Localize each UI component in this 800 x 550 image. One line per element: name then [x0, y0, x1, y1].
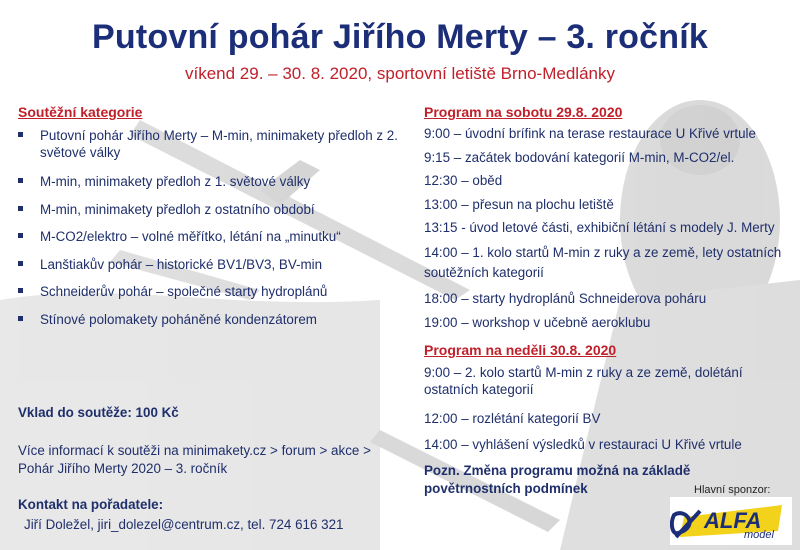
categories-heading: Soutěžní kategorie	[18, 104, 143, 120]
category-label: Schneiderův pohár – společné starty hydroplánů	[40, 284, 328, 299]
program-row: 18:00 – starty hydroplánů Schneiderova poháru	[424, 291, 707, 306]
program-row: 13:00 – přesun na plochu letiště	[424, 196, 614, 212]
alfa-model-logo	[670, 497, 792, 545]
bullet-icon	[18, 206, 23, 211]
program-note: Pozn. Změna programu možná na základě povětrnostních podmínek	[424, 463, 691, 496]
program-row: 14:00 – 1. kolo startů M-min z ruky a ze země, lety ostatních soutěžních kategorií	[424, 244, 782, 280]
list-item	[18, 256, 398, 273]
event-subtitle: víkend 29. – 30. 8. 2020, sportovní letiště Brno-Medlánky	[185, 64, 615, 83]
program-row: 12:00 – rozlétání kategorií BV	[424, 411, 601, 426]
list-item	[18, 283, 398, 300]
bullet-icon	[18, 178, 23, 183]
list-item	[18, 311, 398, 328]
program-row: 9:00 – 2. kolo startů M-min z ruky a ze země, dolétání ostatních kategorií	[424, 365, 743, 397]
sunday-heading: Program na neděli 30.8. 2020	[424, 342, 617, 358]
sunday-program	[424, 364, 794, 460]
category-label: M-min, minimakety předloh z ostatního období	[40, 201, 315, 217]
category-list	[18, 127, 398, 338]
bullet-icon	[18, 132, 23, 137]
contact-line: Jiří Doležel, jiri_dolezel@centrum.cz, tel. 724 616 321	[24, 517, 344, 532]
more-info-text: Více informací k soutěži na minimakety.cz > forum > akce > Pohár Jiřího Merty 2020 – 3. ročník	[18, 443, 371, 476]
category-label: Putovní pohár Jiřího Merty – M-min, minimakety předloh z 2. světové války	[40, 128, 398, 160]
entry-fee: Vklad do soutěže: 100 Kč	[18, 405, 179, 420]
saturday-program	[424, 125, 794, 337]
bullet-icon	[18, 288, 23, 293]
saturday-heading: Program na sobotu 29.8. 2020	[424, 104, 623, 120]
bullet-icon	[18, 316, 23, 321]
program-row: 13:15 - úvod letové části, exhibiční létání s modely J. Merty	[424, 220, 775, 235]
logo-subtext: model	[744, 529, 774, 541]
category-label: M-CO2/elektro – volné měřítko, létání na „minutku“	[40, 229, 341, 244]
logo-graphic	[670, 497, 792, 545]
page-title: Putovní pohár Jiřího Merty – 3. ročník	[92, 18, 708, 56]
category-label: Lanštiakův pohár – historické BV1/BV3, BV-min	[40, 256, 323, 272]
program-row: 9:15 – začátek bodování kategorií M-min, M-CO2/el.	[424, 149, 735, 165]
program-row: 9:00 – úvodní brífink na terase restaurace U Křivé vrtule	[424, 126, 756, 141]
bullet-icon	[18, 233, 23, 238]
contact-heading: Kontakt na pořadatele:	[18, 497, 164, 512]
list-item	[18, 201, 398, 218]
list-item	[18, 127, 398, 161]
list-item	[18, 173, 398, 190]
program-row: 12:30 – oběd	[424, 173, 503, 188]
logo-text: ALFA	[704, 508, 762, 533]
bullet-icon	[18, 261, 23, 266]
program-row: 19:00 – workshop v učebně aeroklubu	[424, 314, 651, 330]
list-item	[18, 228, 398, 245]
program-row: 14:00 – vyhlášení výsledků v restauraci U Křivé vrtule	[424, 437, 742, 452]
category-label: M-min, minimakety předloh z 1. světové války	[40, 174, 311, 189]
category-label: Stínové polomakety poháněné kondenzátorem	[40, 311, 317, 327]
sponsor-label: Hlavní sponzor:	[694, 484, 771, 496]
